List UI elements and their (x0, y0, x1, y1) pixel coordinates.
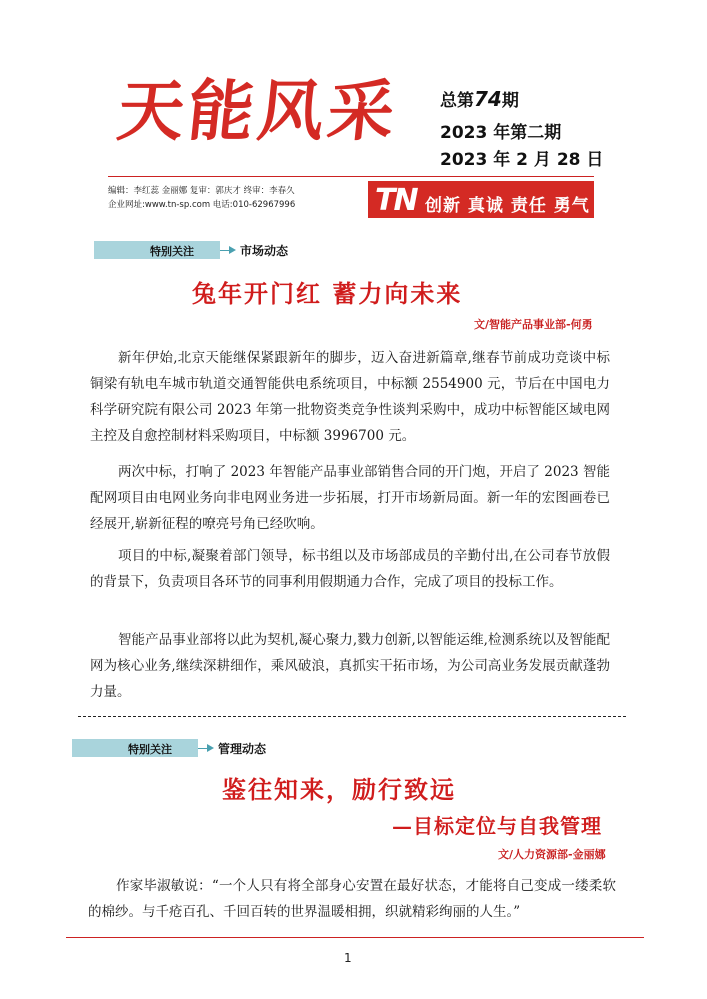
article-paragraph: 两次中标，打响了 2023 年智能产品事业部销售合同的开门炮，开启了 2023 智能配网项目由电网业务向非电网业务进一步拓展，打开市场新局面。新一年的宏图画卷已经展开,崭新征程的嘹亮号角已经吹响。 (90, 464, 610, 532)
issue-total-prefix: 总第 (440, 91, 474, 111)
issue-date: 2023 年 2 月 28 日 (440, 150, 604, 170)
page-number: 1 (344, 951, 352, 965)
section-name: 市场动态 (240, 244, 289, 258)
article-subtitle: —目标定位与自我管理 (392, 814, 602, 838)
arrow-icon (207, 744, 214, 752)
section-divider (78, 716, 626, 717)
article-paragraph: 新年伊始,北京天能继保紧跟新年的脚步，迈入奋进新篇章,继春节前成功竞谈中标铜梁有轨电车城市轨道交通智能供电系统项目，中标额 2554900 元，节后在中国电力科学研究院有限公司 2023 年第一批物资类竞争性谈判采购中，成功中标智能区域电网主控及自愈控制材料采购项目，中标额 3996700 元。 (90, 350, 610, 444)
section-name: 管理动态 (218, 742, 267, 756)
article-title: 兔年开门红 蓄力向未来 (192, 279, 463, 308)
staff-credits: 编辑：李红蕊 金丽娜 复审：郭庆才 终审：李春久 (108, 186, 295, 196)
article-title: 鉴往知来，励行致远 (222, 775, 456, 804)
article-paragraph: 智能产品事业部将以此为契机,凝心聚力,戮力创新,以智能运维,检测系统以及智能配网为核心业务,继续深耕细作，乘风破浪，真抓实干拓市场，为公司高业务发展贡献蓬勃力量。 (90, 632, 610, 700)
arrow-icon (229, 246, 236, 254)
section-tag-label: 特别关注 (128, 743, 172, 756)
issue-year: 2023 年第二期 (440, 123, 562, 143)
section-tag-label: 特别关注 (150, 245, 194, 258)
article-byline: 文/智能产品事业部-何勇 (474, 318, 593, 331)
article-byline: 文/人力资源部-金丽娜 (498, 848, 606, 861)
article-paragraph: 作家毕淑敏说：“一个人只有将全部身心安置在最好状态，才能将自己变成一缕柔软的棉纱。与千疮百孔、千回百转的世界温暖相拥，织就精彩绚丽的人生。” (88, 878, 616, 920)
masthead-title: 天能风采 (113, 72, 403, 150)
tn-logo: TN (375, 183, 417, 218)
article-paragraph: 项目的中标,凝聚着部门领导，标书组以及市场部成员的辛勤付出,在公司春节放假的背景下，负责项目各环节的同事利用假期通力合作，完成了项目的投标工作。 (90, 548, 610, 590)
issue-total (440, 86, 519, 111)
header-divider (108, 176, 594, 177)
issue-total-suffix: 期 (501, 91, 519, 111)
issue-total-number: 74 (474, 87, 502, 111)
motto-text: 创新 真诚 责任 勇气 (425, 196, 590, 216)
footer-divider (66, 937, 644, 938)
contact-info: 企业网址:www.tn-sp.com 电话:010-62967996 (108, 200, 296, 210)
